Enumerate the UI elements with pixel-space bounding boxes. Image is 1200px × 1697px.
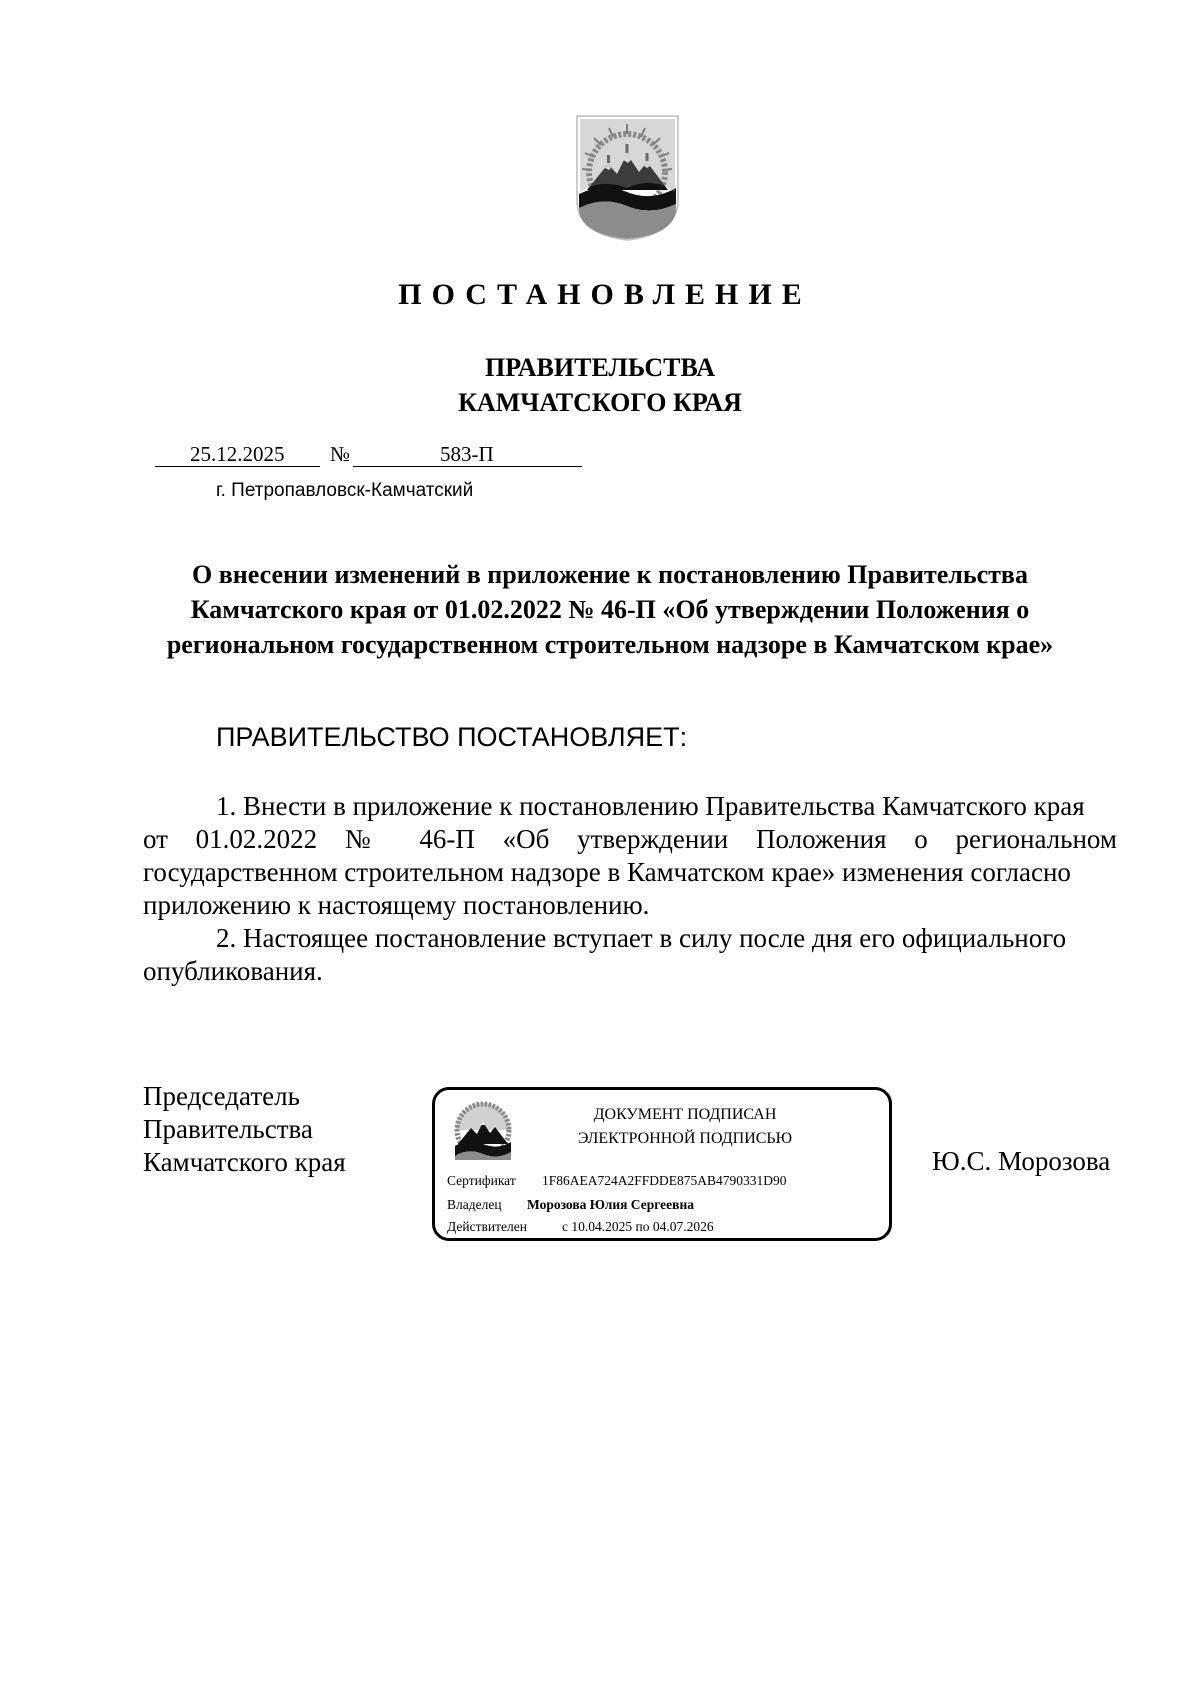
document-number: 583-П bbox=[440, 442, 494, 466]
place-of-issue: г. Петропавловск-Камчатский bbox=[216, 480, 474, 501]
kamchatka-coat-of-arms-small-icon bbox=[450, 1100, 516, 1166]
stamp-certificate-row bbox=[447, 1173, 787, 1189]
validity-value: с 10.04.2025 по 04.07.2026 bbox=[562, 1219, 714, 1234]
stamp-heading-line: ДОКУМЕНТ ПОДПИСАН bbox=[593, 1106, 777, 1123]
paragraph-line: приложению к настоящему постановлению. bbox=[143, 890, 650, 920]
owner-label: Владелец bbox=[447, 1197, 502, 1212]
issuer-line: ПРАВИТЕЛЬСТВА bbox=[485, 353, 715, 382]
stamp-heading bbox=[515, 1103, 855, 1151]
issuer-line: КАМЧАТСКОГО КРАЯ bbox=[458, 388, 742, 417]
position-line: Правительства bbox=[143, 1114, 313, 1144]
validity-label: Действителен bbox=[447, 1219, 527, 1234]
title-line: региональном государственном строительном надзоре в Камчатском крае» bbox=[166, 630, 1054, 659]
paragraph-line: государственном строительном надзоре в Камчатском крае» изменения согласно bbox=[143, 857, 1071, 887]
resolves-heading: ПРАВИТЕЛЬСТВО ПОСТАНОВЛЯЕТ: bbox=[216, 722, 688, 752]
position-line: Камчатского края bbox=[143, 1147, 346, 1177]
paragraph-line: 1. Внести в приложение к постановлению Правительства Камчатского края bbox=[216, 791, 1085, 821]
document-type-heading: ПОСТАНОВЛЕНИЕ bbox=[398, 278, 812, 311]
stamp-validity-row bbox=[447, 1219, 714, 1235]
certificate-label: Сертификат bbox=[447, 1173, 516, 1188]
certificate-value: 1F86AEA724A2FFDDE875AB4790331D90 bbox=[542, 1173, 787, 1188]
issuer-heading bbox=[0, 350, 1200, 420]
paragraph-line: 2. Настоящее постановление вступает в силу после дня его официального bbox=[216, 923, 1067, 953]
signer-position bbox=[143, 1080, 346, 1179]
owner-value: Морозова Юлия Сергеевна bbox=[527, 1197, 694, 1212]
stamp-heading-line: ЭЛЕКТРОННОЙ ПОДПИСЬЮ bbox=[577, 1130, 793, 1147]
registration-line bbox=[155, 442, 582, 470]
title-line: Камчатского края от 01.02.2022 № 46-П «Об утверждении Положения о bbox=[190, 595, 1030, 624]
position-line: Председатель bbox=[143, 1081, 300, 1111]
title-line: О внесении изменений в приложение к постановлению Правительства bbox=[192, 560, 1028, 589]
paragraph-line: опубликования. bbox=[143, 956, 323, 986]
stamp-owner-row bbox=[447, 1197, 694, 1213]
signer-name: Ю.С. Морозова bbox=[932, 1146, 1111, 1176]
document-body bbox=[143, 790, 1117, 988]
electronic-signature-stamp bbox=[432, 1087, 892, 1241]
kamchatka-coat-of-arms-icon bbox=[573, 112, 682, 242]
paragraph-line: от 01.02.2022 № 46-П «Об утверждении Положения о региональном bbox=[143, 824, 1117, 854]
number-sign: № bbox=[330, 442, 351, 466]
document-date: 25.12.2025 bbox=[190, 442, 285, 466]
document-title bbox=[130, 557, 1090, 662]
